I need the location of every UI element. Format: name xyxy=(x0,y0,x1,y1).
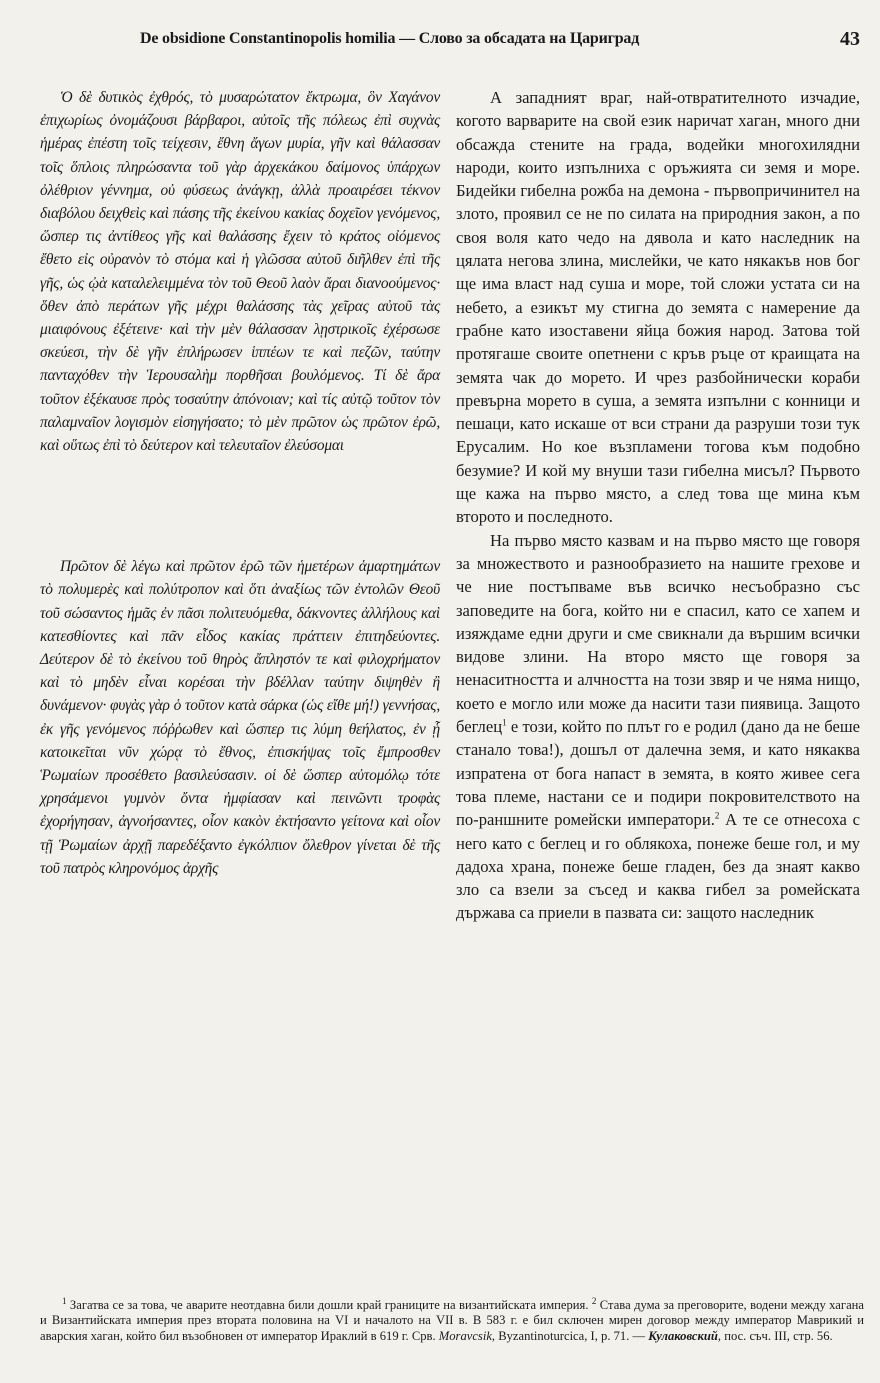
bulgarian-paragraph-2-part-a: На първо място казвам и на първо място ще говоря за множеството и разнообразието на нашите грехове и че ние постъпваме във всичко несъобразно със заповедите на бога, който ни е спасил, като се хапем и изяждаме едни други и сме свикнали да вършим всички видове злини. На второ място ще говоря за ненаситността и алчността на този звяр и че няма нищо, което е могло или може да насити тази пиявица. Защото беглец xyxy=(456,530,860,737)
footnote-mark-2[interactable]: 2 xyxy=(714,810,720,821)
footnote-2-author-1: Moravcsik xyxy=(438,1328,492,1343)
footnote-2-text: Става дума за преговорите, водени между хагана и Византийската империя през втората половина на VI и началото на VII в. В 583 г. е бил сключен мирен договор между император Маврикий и аварския хаган, който бил възобновен от император Ираклий в 619 г. Срв. xyxy=(40,1298,864,1343)
bulgarian-paragraph-2-part-b: е този, който по плът го е родил (дано да не беше станало това!), дошъл от далечна земя, и като някаква изпратена от бога напаст в земята, в която живее сега това племе, настани се и подири покровителството на по-раншните ромейски императори. xyxy=(456,717,860,830)
footnote-mark-1[interactable]: 1 xyxy=(502,717,507,728)
footnote-2-number: 2 xyxy=(591,1295,597,1306)
footnote-1-number: 1 xyxy=(62,1295,67,1306)
footnote-2-author-2: Кулаковский xyxy=(648,1328,718,1343)
bulgarian-paragraph-1: А западният враг, най-отвратителното изчадие, когото варварите на свой език наричат хаган, много дни обсаждa стените на града, водейки многохилядни народи, които изпълниха с оръжията си земя и море. Бидейки гибелна рожба на демона - първопричинител на злото, проявил се не по силата на природния закон, а по своя воля като чедо на дявола и като наследник на цялата негова злина, мислейки, че като някакъв нов бог ще има власт над суша и море, той сложи устата си на небето, а езикът му стигна до земята с намерение да грабне като изоставени яйца божия народ. Затова той протягаше своите опетнени с кръв ръце от краищата на земята чак до морето. И чрез разбойнически кораби превърна морето в суша, а земята изпълни с конници и пешаци, като искаше от вси страни да разруши този тук Ерусалим. Но кое възпламени тогова към подобно безумие? И кой му внуши тази гибелна мисъл? Първото ще кажа на първо място, а след това ще мина към второто и последното. xyxy=(456,88,860,527)
greek-paragraph-2: Πρῶτον δὲ λέγω καὶ πρῶτον ἐρῶ τῶν ἡμετέρων ἁμαρτημάτων τὸ πολυμερὲς καὶ πολύτροπον καὶ ὅτι ἀναξίως τῶν ἐντολῶν Θεοῦ τοῦ σώσαντος ἡμᾶς ἐν πᾶσι πολιτευόμεθα, δάκνοντες ἀλλήλους καὶ κατεσθίοντες καὶ πᾶν εἶδος κακίας πράττειν ἐπιτηδεύοντες. Δεύτερον δὲ τὸ ἐκείνου τοῦ θηρὸς ἄπληστόν τε καὶ φιλοχρήματον καὶ τὸ μηδὲν εἶναι κορέσαι τὴν βδέλλαν ταύτην διψηθὲν ἢ δυνάμενον· φυγὰς γὰρ ὁ τοῦτον κατὰ σάρκα (ὡς εἴθε μή!) γεννήσας, ἐκ γῆς γενόμενος πόῤῥωθεν καὶ ὥσπερ τις λύμη θεήλατος, ἐν ᾗ κατοικεῖται νῦν χώρᾳ τὸ ἔθνος, ἐπισκήψας τοῖς ἔμπροσθεν Ῥωμαίων προσέθετο βασιλεύσασιν. οἱ δὲ ὥσπερ αὐτομόλῳ τότε χρησάμενοι γυμνὸν ὄντα ἠμφίασαν καὶ πεινῶντι τροφὰς ἐχορήγησαν, ἀγνοήσαντες, οἷον κακὸν ἐκτήσαντο γείτονα καὶ οἷον τῇ Ῥωμαίων ἀρχῇ παρεδέξαντο ἐγκόλπιον ὄλεθρον γίνεται δὲ τῆς τοῦ πατρὸς κληρονόμος ἀρχῆς xyxy=(40,558,440,877)
bulgarian-paragraph-2 xyxy=(456,529,860,925)
footnote-1 xyxy=(40,1295,864,1344)
bulgarian-column xyxy=(456,86,860,925)
greek-column xyxy=(40,86,440,880)
greek-paragraph-1: Ὁ δὲ δυτικὸς ἐχθρός, τὸ μυσαρώτατον ἔκτρωμα, ὃν Χαγάνον ἐπιχωρίως ὀνομάζουσι βάρβαροι, αὐτοῖς τῆς πόλεως ἐπὶ συχνὰς ἡμέρας ἐπέστη τοῖς τείχεσιν, ἔθνη ἄγων μυρία, γῆν καὶ θάλασσαν τοῖς ὅπλοις πληρώσαντα τοῦ γὰρ ἀρχεκάκου δαίμονος ὑπάρχων ὀλέθριον γέννημα, οὐ φύσεως ἀνάγκῃ, ἀλλὰ προαιρέσει τέκνον διαβόλου δειχθεὶς καὶ πάσης τῆς ἐκείνου κακίας δοχεῖον γενόμενος, ὥσπερ τις ἀντίθεος γῆς καὶ θαλάσσης ἔχειν τὸ κράτος οἰόμενος ἔθετο εἰς οὐρανὸν τὸ στόμα καὶ ἡ γλῶσσα αὐτοῦ διῆλθεν ἐπὶ τῆς γῆς, ὡς ᾠὰ καταλελειμμένα τὸν τοῦ Θεοῦ λαὸν ἄραι διανοούμενος· ὅθεν ἀπὸ περάτων γῆς μέχρι θαλάσσης τὰς χεῖρας αὐτοῦ τὰς μιαιφόνους ἐξέτεινε· καὶ τὴν μὲν θάλασσαν λῃστρικοῖς ἐχέρσωσε σκεύεσι, τὴν δὲ γῆν ἐπλήρωσεν ἱππέων τε καὶ πεζῶν, ταύτην πανταχόθεν τὴν Ἱερουσαλὴμ πορθῆσαι βουλόμενος. Τί δὲ ἄρα τοῦτον ἐξέκαυσε πρὸς τοσαύτην ἀπόνοιαν; καὶ τίς αὐτῷ τοῦτον τὸν παλαμναῖον λογισμὸν εἰσηγήσατο; τὸ μὲν πρῶτον ὡς πρῶτον ἐρῶ, καὶ οὕτως ἐπὶ τὸ δεύτερον καὶ τελευταῖον ἐλεύσομαι xyxy=(40,89,440,455)
bulgarian-paragraph-2-part-c: А те се отнесоха с него като с беглец и го облякоха, понеже беше гол, и му дадоха храна, понеже беше гладен, без да знаят какво зло са взели за съсед и каква гибел за ромейската държава са приели в пазвата си: защото наследник xyxy=(456,810,860,923)
footnote-2-source-1: , Byzantinoturcica, I, p. 71. — xyxy=(491,1328,649,1343)
page-number: 43 xyxy=(840,28,860,50)
running-header xyxy=(40,28,860,52)
footnote-1-text: Загатва се за това, че аварите неотдавна били дошли край границите на византийската империя. xyxy=(66,1298,589,1312)
running-title: De obsidione Constantinopolis homilia — Слово за обсадата на Цариград xyxy=(140,30,640,47)
footnote-2-source-2: , пос. съч. III, стр. 56. xyxy=(717,1328,833,1343)
footnotes xyxy=(40,1295,864,1344)
